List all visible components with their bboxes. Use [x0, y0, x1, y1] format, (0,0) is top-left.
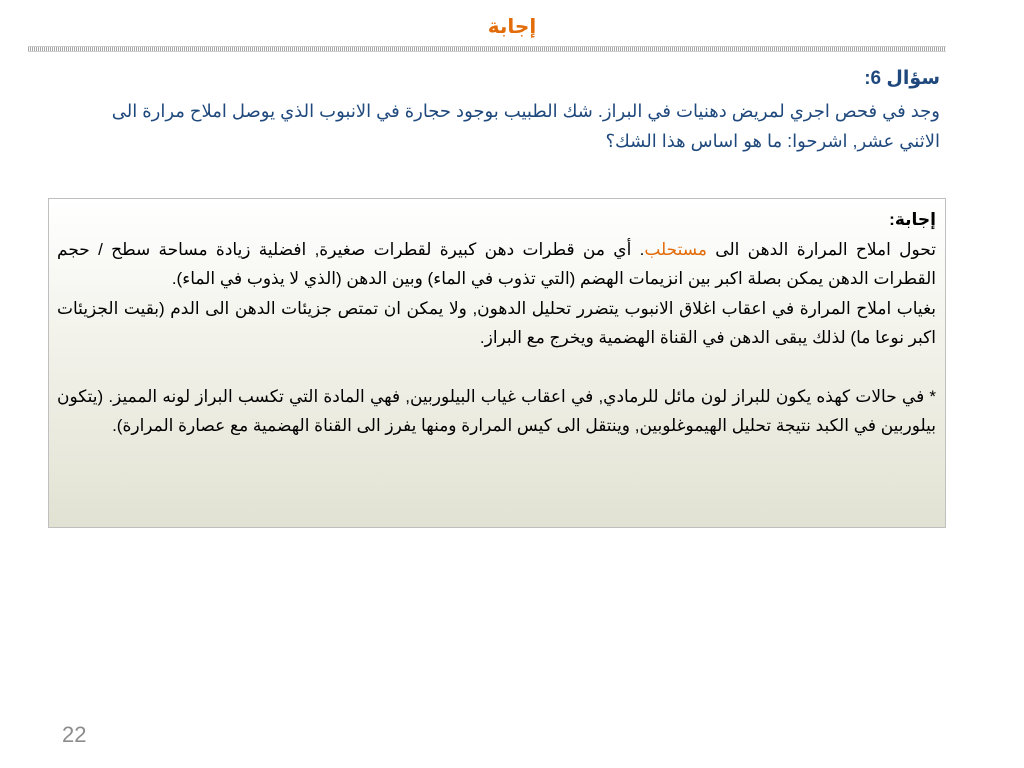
answer-p1-start: تحول املاح المرارة الدهن الى — [707, 239, 937, 259]
answer-paragraph-1 — [57, 235, 936, 294]
page-number: 22 — [62, 722, 87, 747]
paragraph-gap — [57, 353, 936, 382]
question-block — [70, 64, 940, 156]
answer-note: * في حالات كهذه يكون للبراز لون مائل للرمادي, في اعقاب غياب البيلوربين, فهي المادة التي تكسب البراز لونه المميز. (يتكون بيلوربين في الكبد نتيجة تحليل الهيموغلوبين, وينتقل الى كيس المرارة ومنها يفرز الى القناة الهضمية مع عصارة المرارة). — [57, 386, 936, 435]
slide-title: إجابة — [487, 16, 537, 38]
answer-box — [48, 198, 946, 528]
emulsion-highlight: مستحلب — [644, 239, 708, 259]
answer-paragraph-2: بغياب املاح المرارة في اعقاب اغلاق الانبوب يتضرر تحليل الدهون, ولا يمكن ان تمتص جزيئات الدهن الى الدم (بقيت الجزيئات اكبر نوعا ما) لذلك يبقى الدهن في القناة الهضمية ويخرج مع البراز. — [57, 298, 936, 347]
answer-p1-end: . أي من قطرات دهن كبيرة لقطرات صغيرة, افضلية زيادة مساحة سطح / حجم القطرات الدهن يمكن بصلة اكبر بين انزيمات الهضم (التي تذوب في الماء) وبين الدهن (الذي لا يذوب في الماء). — [57, 239, 936, 288]
question-label: سؤال 6: — [864, 68, 940, 89]
title-divider — [28, 46, 946, 52]
answer-label: إجابة: — [889, 210, 936, 229]
question-text: وجد في فحص اجري لمريض دهنيات في البراز. شك الطبيب بوجود حجارة في الانبوب الذي يوصل املاح مرارة الى الاثني عشر, اشرحوا: ما هو اساس هذا الشك؟ — [111, 101, 940, 151]
